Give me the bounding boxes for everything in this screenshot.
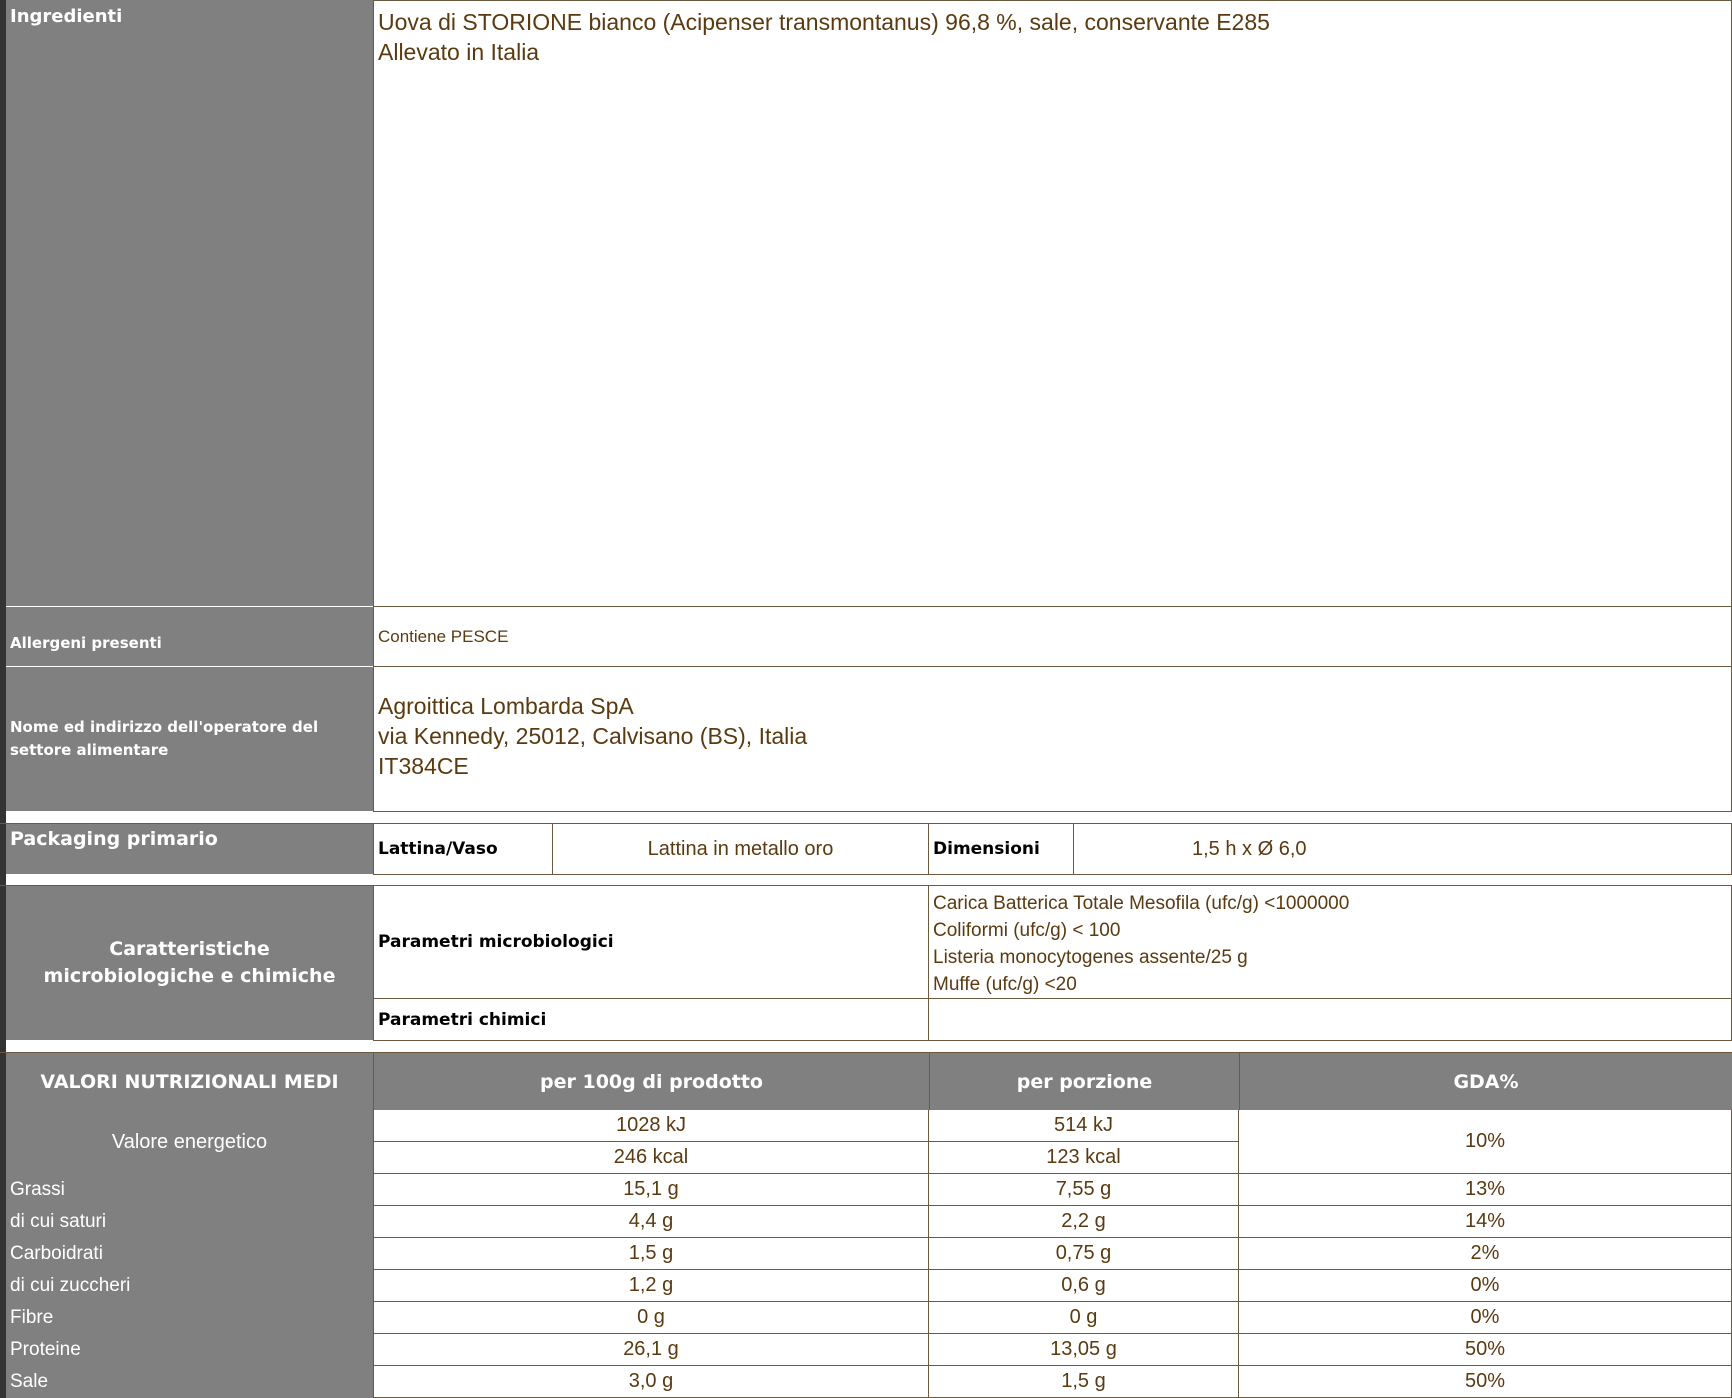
micro-line-1: Carica Batterica Totale Mesofila (ufc/g) <1000000 bbox=[933, 893, 1350, 914]
energy-per100-kcal: 246 kcal bbox=[373, 1142, 929, 1174]
nutrition-header-portion: per porzione bbox=[929, 1053, 1239, 1110]
nutrient-portion: 13,05 g bbox=[929, 1334, 1239, 1366]
micro-line-3: Listeria monocytogenes assente/25 g bbox=[933, 947, 1248, 968]
energy-label: Valore energetico bbox=[6, 1110, 373, 1174]
nutrient-gda: 0% bbox=[1239, 1270, 1732, 1302]
operator-approval-code: IT384CE bbox=[378, 753, 469, 779]
ingredients-label: Ingredienti bbox=[6, 0, 373, 606]
ingredients-line-1: Uova di STORIONE bianco (Acipenser transmontanus) 96,8 %, sale, conservante E285 bbox=[378, 9, 1270, 35]
nutrient-gda: 13% bbox=[1239, 1174, 1732, 1206]
packaging-dimensions-label: Dimensioni bbox=[929, 824, 1074, 875]
nutrient-gda: 50% bbox=[1239, 1366, 1732, 1398]
nutrient-label: di cui saturi bbox=[6, 1206, 373, 1238]
energy-per100-kj: 1028 kJ bbox=[373, 1110, 929, 1142]
energy-portion-kcal: 123 kcal bbox=[929, 1142, 1239, 1174]
nutrient-label: Proteine bbox=[6, 1334, 373, 1366]
nutrient-per100: 1,5 g bbox=[373, 1238, 929, 1270]
nutrient-per100: 4,4 g bbox=[373, 1206, 929, 1238]
energy-portion-kj: 514 kJ bbox=[929, 1110, 1239, 1142]
nutrient-gda: 50% bbox=[1239, 1334, 1732, 1366]
micro-params-label: Parametri microbiologici bbox=[373, 886, 929, 999]
operator-value bbox=[373, 667, 1732, 812]
nutrient-label: Carboidrati bbox=[6, 1238, 373, 1270]
chem-params-label: Parametri chimici bbox=[373, 999, 929, 1041]
nutrient-portion: 0,75 g bbox=[929, 1238, 1239, 1270]
ingredients-value bbox=[373, 0, 1732, 607]
nutrient-gda: 2% bbox=[1239, 1238, 1732, 1270]
allergens-value: Contiene PESCE bbox=[373, 607, 1732, 667]
nutrient-portion: 0,6 g bbox=[929, 1270, 1239, 1302]
nutrient-label: di cui zuccheri bbox=[6, 1270, 373, 1302]
micro-line-4: Muffe (ufc/g) <20 bbox=[933, 974, 1077, 995]
nutrient-portion: 7,55 g bbox=[929, 1174, 1239, 1206]
nutrient-gda: 0% bbox=[1239, 1302, 1732, 1334]
nutrient-per100: 15,1 g bbox=[373, 1174, 929, 1206]
energy-gda: 10% bbox=[1239, 1110, 1732, 1174]
nutrient-per100: 1,2 g bbox=[373, 1270, 929, 1302]
micro-line-2: Coliformi (ufc/g) < 100 bbox=[933, 920, 1121, 941]
nutrient-per100: 26,1 g bbox=[373, 1334, 929, 1366]
nutrient-label: Grassi bbox=[6, 1174, 373, 1206]
micro-params-value bbox=[929, 886, 1732, 999]
packaging-type-label: Lattina/Vaso bbox=[373, 824, 553, 875]
chem-params-value bbox=[929, 999, 1732, 1041]
packaging-dimensions-value: 1,5 h x Ø 6,0 bbox=[1074, 824, 1732, 875]
operator-company: Agroittica Lombarda SpA bbox=[378, 693, 634, 719]
nutrient-portion: 2,2 g bbox=[929, 1206, 1239, 1238]
nutrition-header-title: VALORI NUTRIZIONALI MEDI bbox=[6, 1053, 373, 1110]
nutrition-header-per100: per 100g di prodotto bbox=[373, 1053, 929, 1110]
nutrient-gda: 14% bbox=[1239, 1206, 1732, 1238]
ingredients-line-2: Allevato in Italia bbox=[378, 39, 540, 65]
nutrient-portion: 1,5 g bbox=[929, 1366, 1239, 1398]
allergens-label: Allergeni presenti bbox=[6, 607, 373, 666]
nutrient-portion: 0 g bbox=[929, 1302, 1239, 1334]
operator-address: via Kennedy, 25012, Calvisano (BS), Italia bbox=[378, 723, 808, 749]
packaging-type-value: Lattina in metallo oro bbox=[553, 824, 929, 875]
nutrient-per100: 0 g bbox=[373, 1302, 929, 1334]
nutrition-header-gda: GDA% bbox=[1239, 1053, 1732, 1110]
nutrient-label: Sale bbox=[6, 1366, 373, 1398]
operator-label: Nome ed indirizzo dell'operatore del settore alimentare bbox=[6, 667, 373, 811]
packaging-label: Packaging primario bbox=[6, 824, 373, 874]
micro-section-label: Caratteristiche microbiologiche e chimiche bbox=[6, 886, 373, 1040]
nutrient-label: Fibre bbox=[6, 1302, 373, 1334]
nutrient-per100: 3,0 g bbox=[373, 1366, 929, 1398]
